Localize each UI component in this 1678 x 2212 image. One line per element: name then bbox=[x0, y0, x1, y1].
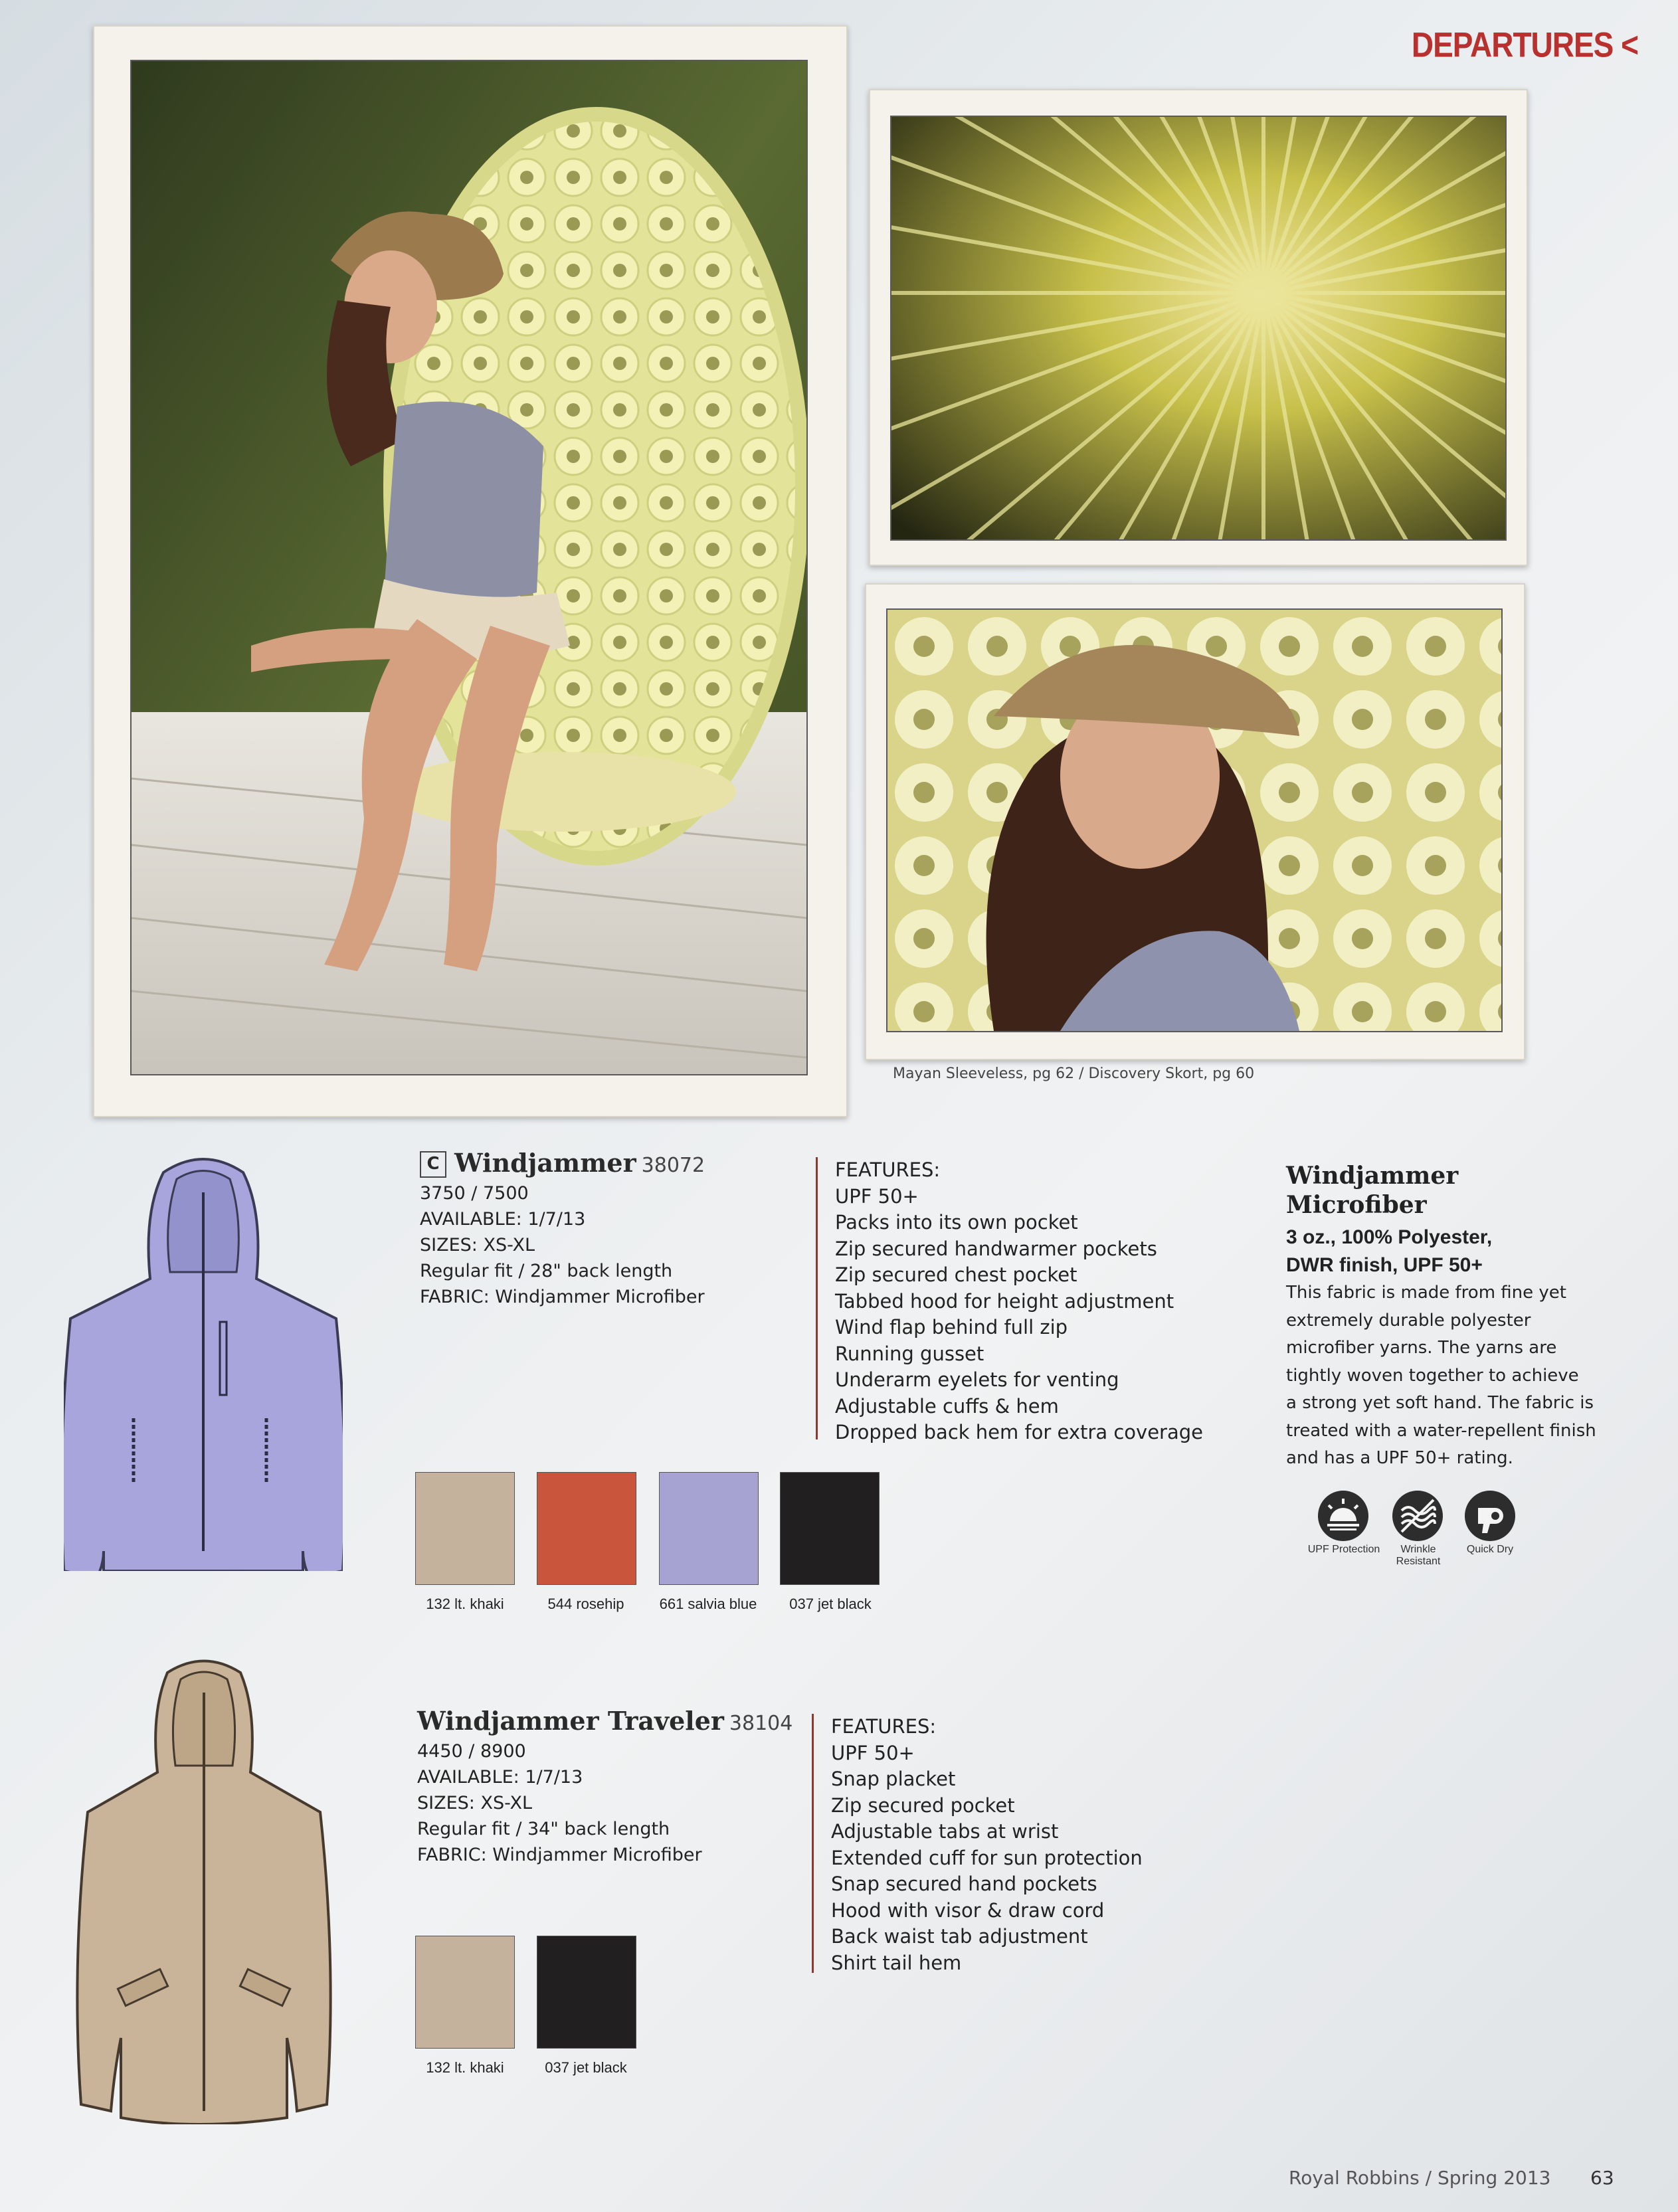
photo-caption: Mayan Sleeveless, pg 62 / Discovery Skort, pg 60 bbox=[893, 1065, 1255, 1082]
feature-item: Adjustable tabs at wrist bbox=[831, 1820, 1059, 1843]
feature-item: Snap secured hand pockets bbox=[831, 1873, 1097, 1895]
features-heading: FEATURES: bbox=[831, 1715, 937, 1738]
product-specs bbox=[417, 1738, 829, 1868]
feature-item: Running gusset bbox=[835, 1342, 984, 1365]
swatch-label: 037 jet black bbox=[789, 1596, 872, 1612]
feature-item: Dropped back hem for extra coverage bbox=[835, 1421, 1203, 1443]
fit: Regular fit / 28" back length bbox=[420, 1261, 673, 1281]
footer-publication: Royal Robbins / Spring 2013 bbox=[1289, 2167, 1551, 2189]
feature-item: Extended cuff for sun protection bbox=[831, 1846, 1143, 1869]
feature-item: Underarm eyelets for venting bbox=[835, 1368, 1119, 1391]
feature-item: Zip secured chest pocket bbox=[835, 1263, 1077, 1286]
sizes: SIZES: XS-XL bbox=[420, 1235, 535, 1255]
swatch-label: 132 lt. khaki bbox=[426, 2059, 504, 2076]
product-title bbox=[420, 1148, 792, 1178]
icon-label: UPF Protection bbox=[1307, 1544, 1380, 1555]
fit: Regular fit / 34" back length bbox=[417, 1819, 670, 1839]
windjammer-traveler-illustration bbox=[74, 1659, 333, 2124]
description-line: microfiber yarns. The yarns are bbox=[1286, 1338, 1557, 1358]
description-line: This fabric is made from fine yet bbox=[1286, 1283, 1566, 1303]
color-swatch bbox=[780, 1472, 880, 1585]
windjammer-illustration bbox=[64, 1152, 343, 1571]
page-number: 63 bbox=[1590, 2167, 1614, 2189]
fabric-spec-line: DWR finish, UPF 50+ bbox=[1286, 1254, 1483, 1276]
feature-item: Packs into its own pocket bbox=[835, 1211, 1078, 1234]
color-swatch bbox=[537, 1472, 636, 1585]
description-line: treated with a water-repellent finish bbox=[1286, 1420, 1596, 1441]
features-heading: FEATURES: bbox=[835, 1158, 941, 1181]
feature-item: Adjustable cuffs & hem bbox=[835, 1394, 1059, 1418]
feature-item: Back waist tab adjustment bbox=[831, 1925, 1088, 1948]
fabric-title-line: Windjammer bbox=[1286, 1162, 1459, 1190]
upf-protection-icon bbox=[1318, 1491, 1368, 1541]
icon-label-line: Wrinkle bbox=[1400, 1544, 1436, 1555]
swatch-label: 661 salvia blue bbox=[659, 1596, 757, 1612]
price: 4450 / 8900 bbox=[417, 1741, 526, 1762]
swatch-label: 037 jet black bbox=[545, 2059, 627, 2076]
color-swatch bbox=[659, 1472, 759, 1585]
fabric-title-line: Microfiber bbox=[1286, 1191, 1427, 1219]
swatch-label: 544 rosehip bbox=[547, 1596, 624, 1612]
quick-dry-icon bbox=[1465, 1491, 1515, 1541]
color-swatch bbox=[537, 1936, 636, 2049]
section-tag: DEPARTURES < bbox=[1411, 25, 1638, 64]
windjammer-traveler-features bbox=[812, 1714, 1230, 1973]
palm-photo-frame bbox=[869, 89, 1528, 566]
color-swatch bbox=[415, 1472, 515, 1585]
product-code: 38104 bbox=[729, 1712, 793, 1735]
main-photo bbox=[130, 60, 808, 1075]
sizes: SIZES: XS-XL bbox=[417, 1793, 533, 1813]
product-title bbox=[417, 1706, 829, 1736]
feature-item: Snap placket bbox=[831, 1768, 956, 1790]
color-swatch bbox=[415, 1936, 515, 2049]
swatch-label: 132 lt. khaki bbox=[426, 1596, 504, 1612]
feature-item: Zip secured handwarmer pockets bbox=[835, 1237, 1157, 1260]
main-photo-frame bbox=[93, 25, 848, 1117]
icon-label: Quick Dry bbox=[1466, 1544, 1514, 1555]
category-badge: C bbox=[420, 1151, 446, 1178]
icon-label-line: Resistant bbox=[1396, 1556, 1441, 1567]
portrait-photo bbox=[886, 608, 1503, 1032]
product-name: Windjammer bbox=[454, 1148, 636, 1178]
availability: AVAILABLE: 1/7/13 bbox=[420, 1209, 586, 1230]
feature-item: UPF 50+ bbox=[835, 1184, 919, 1208]
windjammer-features bbox=[816, 1157, 1234, 1443]
description-line: tightly woven together to achieve bbox=[1286, 1365, 1579, 1386]
fabric-title bbox=[1286, 1161, 1631, 1220]
price: 3750 / 7500 bbox=[420, 1183, 529, 1204]
fabric-info bbox=[1286, 1161, 1631, 1473]
feature-item: Zip secured pocket bbox=[831, 1794, 1015, 1817]
windjammer-traveler-block bbox=[417, 1706, 829, 1868]
product-specs bbox=[420, 1180, 792, 1310]
availability: AVAILABLE: 1/7/13 bbox=[417, 1767, 583, 1788]
palm-photo bbox=[890, 116, 1507, 541]
fabric-spec bbox=[1286, 1224, 1631, 1279]
description-line: a strong yet soft hand. The fabric is bbox=[1286, 1393, 1594, 1413]
fabric: FABRIC: Windjammer Microfiber bbox=[420, 1287, 705, 1307]
feature-item: Wind flap behind full zip bbox=[835, 1316, 1068, 1338]
product-code: 38072 bbox=[641, 1154, 705, 1177]
product-name: Windjammer Traveler bbox=[417, 1706, 724, 1736]
description-line: and has a UPF 50+ rating. bbox=[1286, 1448, 1513, 1468]
wrinkle-resistant-icon bbox=[1392, 1491, 1443, 1541]
fabric-description bbox=[1286, 1279, 1631, 1473]
feature-item: Tabbed hood for height adjustment bbox=[835, 1289, 1174, 1313]
feature-item: Shirt tail hem bbox=[831, 1951, 962, 1974]
feature-item: Hood with visor & draw cord bbox=[831, 1898, 1105, 1922]
fabric-spec-line: 3 oz., 100% Polyester, bbox=[1286, 1226, 1493, 1248]
portrait-photo-frame bbox=[865, 583, 1525, 1060]
feature-item: UPF 50+ bbox=[831, 1741, 915, 1764]
fabric: FABRIC: Windjammer Microfiber bbox=[417, 1845, 702, 1865]
windjammer-block bbox=[420, 1148, 792, 1310]
description-line: extremely durable polyester bbox=[1286, 1310, 1531, 1331]
